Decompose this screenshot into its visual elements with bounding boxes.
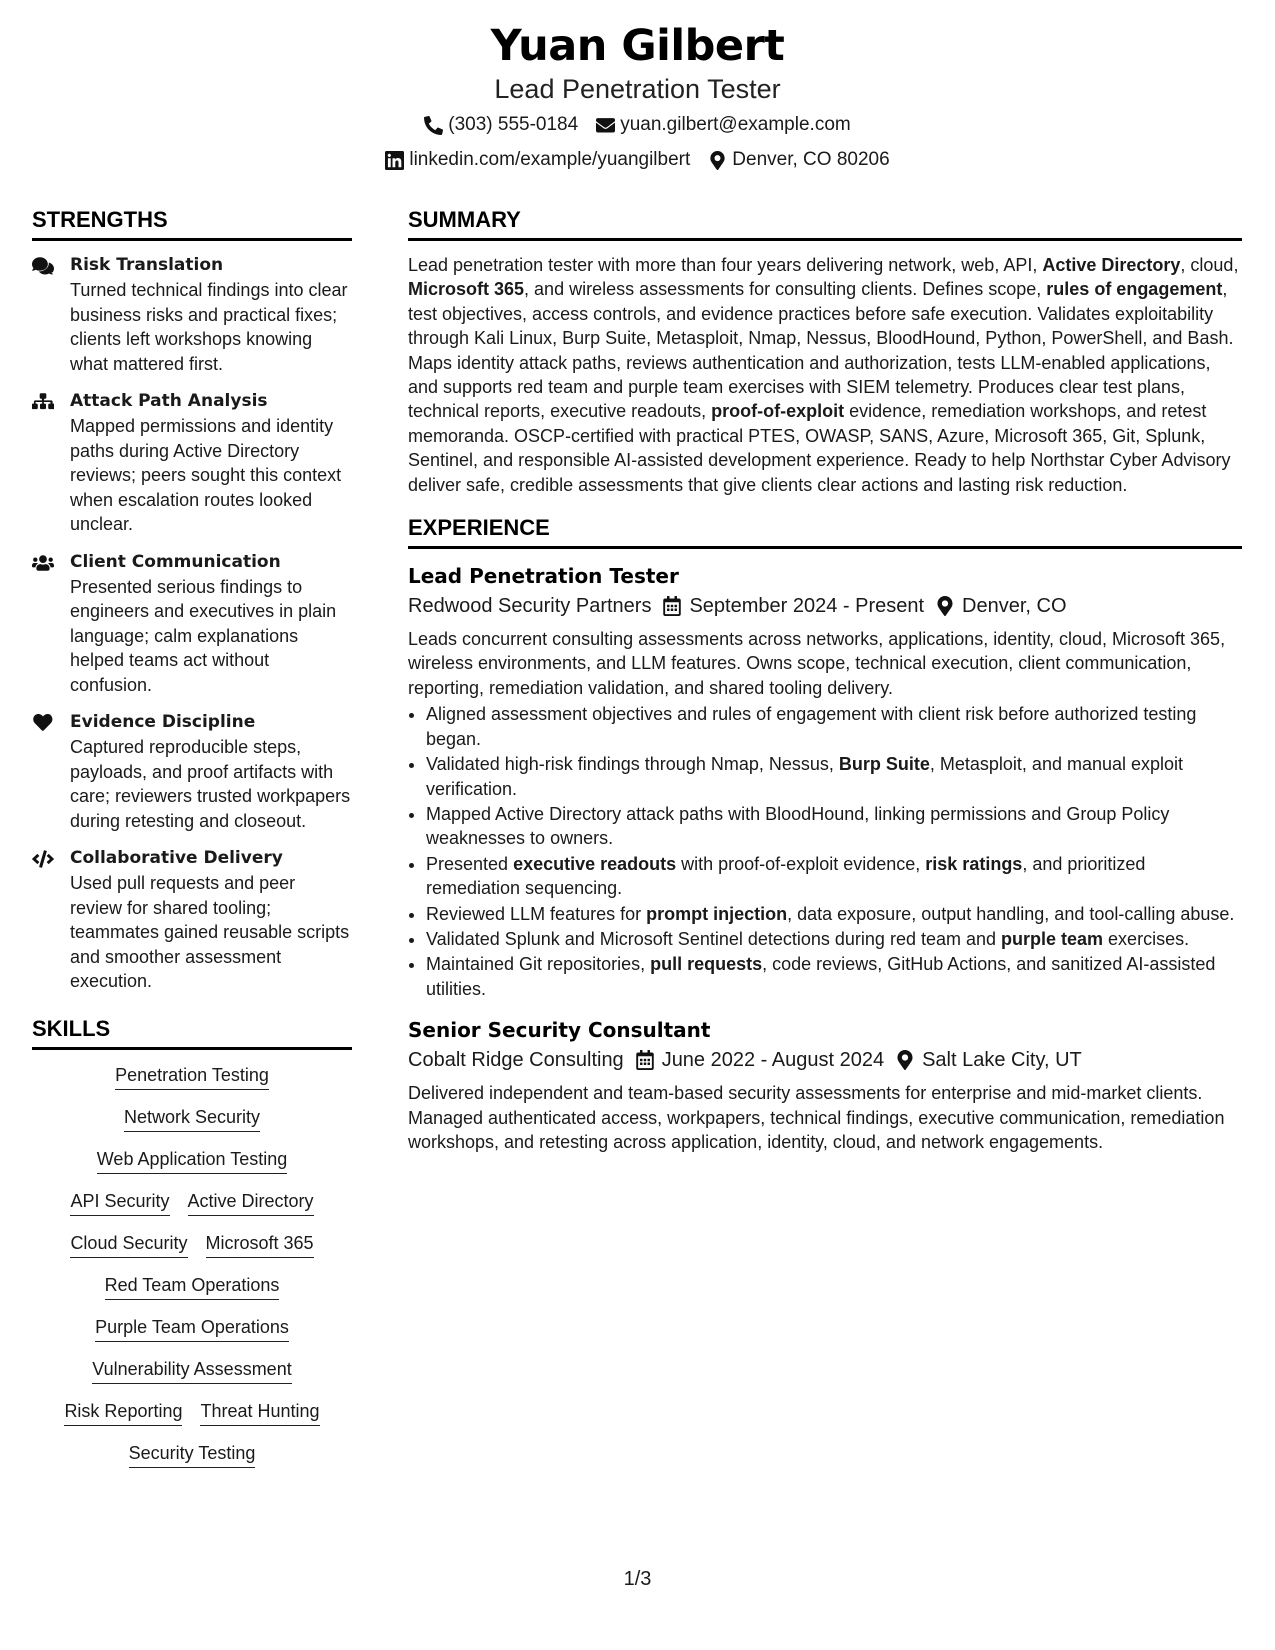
linkedin-icon	[385, 151, 404, 170]
skill-row	[32, 1314, 352, 1342]
strength-body	[70, 389, 352, 537]
strength-description: Presented serious findings to engineers and executives in plain language; calm explanations helped teams act without confusion.	[70, 576, 337, 695]
bold-text: risk ratings	[925, 853, 1023, 874]
calendar-icon	[663, 596, 681, 616]
code-icon	[32, 850, 54, 868]
strength-item	[32, 550, 352, 698]
strength-item	[32, 389, 352, 537]
skill-tag: Security Testing	[129, 1440, 256, 1468]
summary-heading: SUMMARY	[408, 205, 1242, 241]
strength-item	[32, 710, 352, 833]
strength-icon-wrap	[32, 710, 56, 833]
text-segment: Reviewed LLM features for	[426, 903, 647, 924]
text-segment: , cloud,	[1180, 255, 1239, 275]
right-column	[408, 205, 1242, 1168]
skill-tag: Microsoft 365	[206, 1230, 314, 1258]
skill-tag: Purple Team Operations	[95, 1314, 289, 1342]
bold-text: Active Directory	[1042, 255, 1181, 275]
skill-row	[32, 1062, 352, 1090]
candidate-title: Lead Penetration Tester	[494, 74, 781, 104]
candidate-name: Yuan Gilbert	[490, 21, 785, 71]
skill-row	[32, 1440, 352, 1468]
job-dates-text: September 2024 - Present	[689, 595, 925, 618]
sitemap-icon	[32, 393, 54, 411]
map-marker-icon	[936, 596, 954, 616]
strength-icon-wrap	[32, 846, 56, 994]
text-segment: Validated Splunk and Microsoft Sentinel detections during red team and	[426, 928, 1002, 949]
bold-text: pull requests	[650, 954, 763, 975]
job-description: Delivered independent and team-based security assessments for enterprise and mid-market clients. Managed authenticated access, workpapers, technical findings, executive communication, remediation workshops, and retesting across application, identity, cloud, and network engagements.	[408, 1083, 1225, 1152]
calendar-icon	[636, 1050, 654, 1070]
text-segment: Maintained Git repositories,	[426, 954, 651, 975]
strength-body	[70, 550, 352, 698]
experience-list	[408, 561, 1242, 1154]
text-segment: , and prioritized remediation sequencing.	[426, 853, 1146, 899]
skill-row	[32, 1398, 352, 1426]
bullet-item	[426, 702, 1242, 751]
text-segment: , code reviews, GitHub Actions, and sanitized AI-assisted utilities.	[426, 954, 1216, 999]
strength-item	[32, 253, 352, 376]
job-description: Leads concurrent consulting assessments across networks, applications, identity, cloud, Microsoft 365, wireless environments, and LLM features. Owns scope, technical execution, client communication, reporting, remediation validation, and shared tooling delivery.	[408, 629, 1226, 698]
strength-title: Risk Translation	[70, 255, 224, 275]
skill-tag: Cloud Security	[70, 1230, 187, 1258]
job-location-text: Denver, CO	[962, 595, 1067, 618]
strength-title: Evidence Discipline	[70, 712, 256, 732]
comments-icon	[32, 257, 54, 275]
location-text: Denver, CO 80206	[732, 149, 890, 170]
bold-text: Burp Suite	[838, 754, 930, 775]
company-name: Redwood Security Partners	[408, 595, 652, 618]
job-dates	[663, 591, 924, 621]
strength-title: Attack Path Analysis	[70, 391, 268, 411]
skill-row	[32, 1356, 352, 1384]
text-segment: evidence, remediation workshops, and retest memoranda. OSCP-certified with practical PTES, OWASP, SANS, Azure, Microsoft 365, Git, Splunk, Sentinel, and responsible AI-assisted development experience. Ready to help Northstar Cyber Advisory deliver safe, credible assessments that give clients clear actions and lasting risk reduction.	[408, 401, 1231, 495]
left-column	[32, 205, 352, 1482]
bold-text: Microsoft 365	[408, 279, 525, 300]
strength-description: Used pull requests and peer review for shared tooling; teammates gained reusable scripts and smoother assessment execution.	[70, 873, 350, 991]
contact-row-1	[0, 109, 1275, 141]
heart-icon	[32, 714, 54, 732]
strength-icon-wrap	[32, 550, 56, 698]
skill-tag: Web Application Testing	[97, 1146, 287, 1174]
envelope-icon	[596, 116, 615, 135]
bullet-item	[426, 752, 1242, 801]
text-segment: Validated high-risk findings through Nmap, Nessus,	[426, 754, 839, 775]
job-bullets	[408, 702, 1242, 1001]
map-marker-icon	[896, 1050, 914, 1070]
job-meta	[408, 591, 1242, 621]
phone-contact	[424, 109, 578, 141]
users-icon	[32, 554, 54, 572]
bullet-item	[426, 852, 1242, 901]
resume-header	[0, 18, 1275, 176]
text-segment: , test objectives, access controls, and evidence practices before safe execution. Validates exploitability through Kali Linux, Burp Suite, Metasploit, Nmap, Nessus, BloodHound, Python, PowerShell, and Bash. Maps identity attack paths, reviews authentication and authorization, tests LLM-enabled applications, and supports red team and purple team exercises with SIEM telemetry. Produces clear test plans, technical reports, executive readouts,	[408, 279, 1234, 422]
text-segment: Mapped Active Directory attack paths with BloodHound, linking permissions and Group Policy weaknesses to owners.	[426, 803, 1170, 849]
email-text: yuan.gilbert@example.com	[620, 114, 851, 135]
job-title: Lead Penetration Tester	[408, 564, 679, 589]
skill-row	[32, 1146, 352, 1174]
bold-text: proof-of-exploit	[711, 401, 845, 422]
text-segment: exercises.	[1103, 928, 1190, 949]
strength-icon-wrap	[32, 253, 56, 376]
bold-text: executive readouts	[513, 853, 677, 874]
bullet-item	[426, 802, 1242, 851]
skills-heading: SKILLS	[32, 1014, 352, 1050]
skill-tag: Risk Reporting	[64, 1398, 182, 1426]
text-segment: Presented	[426, 853, 514, 874]
skill-tag: Threat Hunting	[200, 1398, 319, 1426]
email-contact[interactable]	[596, 109, 851, 141]
skill-tag: Active Directory	[188, 1188, 314, 1216]
skill-tag: Vulnerability Assessment	[92, 1356, 291, 1384]
map-marker-icon	[708, 151, 727, 170]
strength-description: Captured reproducible steps, payloads, and proof artifacts with care; reviewers trusted workpapers during retesting and closeout.	[70, 737, 351, 831]
summary-text	[408, 253, 1242, 497]
bold-text: purple team	[1001, 928, 1104, 949]
skill-tag: Penetration Testing	[115, 1062, 269, 1090]
strength-description: Mapped permissions and identity paths during Active Directory reviews; peers sought this context when escalation routes looked unclear.	[70, 416, 342, 534]
job-title: Senior Security Consultant	[408, 1018, 711, 1043]
skill-tag: Network Security	[124, 1104, 260, 1132]
strengths-heading: STRENGTHS	[32, 205, 352, 241]
contact-row-2	[0, 144, 1275, 176]
linkedin-text: linkedin.com/example/yuangilbert	[409, 149, 691, 170]
bullet-item	[426, 927, 1242, 951]
job-entry	[408, 1015, 1242, 1154]
bullet-item	[426, 902, 1242, 926]
text-segment: Lead penetration tester with more than four years delivering network, web, API,	[408, 255, 1043, 275]
text-segment: Aligned assessment objectives and rules of engagement with client risk before authorized testing began.	[426, 704, 1197, 749]
skill-row	[32, 1188, 352, 1216]
skill-row	[32, 1272, 352, 1300]
bold-text: prompt injection	[646, 903, 788, 924]
skill-row	[32, 1104, 352, 1132]
phone-icon	[424, 116, 443, 135]
strength-title: Client Communication	[70, 551, 281, 572]
text-segment: , data exposure, output handling, and tool-calling abuse.	[787, 903, 1235, 924]
text-segment: with proof-of-exploit evidence,	[676, 853, 926, 874]
job-location-text: Salt Lake City, UT	[922, 1049, 1082, 1072]
page-number: 1/3	[623, 1568, 652, 1590]
strength-body	[70, 253, 352, 376]
company-name: Cobalt Ridge Consulting	[408, 1049, 624, 1072]
job-meta	[408, 1045, 1242, 1075]
strength-icon-wrap	[32, 389, 56, 537]
strength-body	[70, 846, 352, 994]
strength-item	[32, 846, 352, 994]
location-contact	[708, 144, 889, 176]
bullet-item	[426, 952, 1242, 1001]
bold-text: rules of engagement	[1046, 279, 1223, 300]
experience-heading: EXPERIENCE	[408, 513, 1242, 549]
job-dates-text: June 2022 - August 2024	[661, 1049, 885, 1072]
strength-body	[70, 710, 352, 833]
skills-list	[32, 1062, 352, 1468]
text-segment: , and wireless assessments for consulting clients. Defines scope,	[524, 279, 1047, 300]
job-location	[936, 591, 1066, 621]
strength-description: Turned technical findings into clear business risks and practical fixes; clients left workshops knowing what mattered first.	[70, 280, 348, 374]
strength-title: Collaborative Delivery	[70, 848, 283, 868]
phone-text: (303) 555-0184	[448, 114, 579, 135]
skill-tag: Red Team Operations	[105, 1272, 280, 1300]
job-dates	[636, 1045, 884, 1075]
linkedin-contact[interactable]	[385, 144, 690, 176]
text-segment: , Metasploit, and manual exploit verification.	[426, 754, 1184, 799]
job-entry	[408, 561, 1242, 1001]
skill-tag: API Security	[70, 1188, 169, 1216]
job-location	[896, 1045, 1082, 1075]
skill-row	[32, 1230, 352, 1258]
strengths-list	[32, 253, 352, 994]
